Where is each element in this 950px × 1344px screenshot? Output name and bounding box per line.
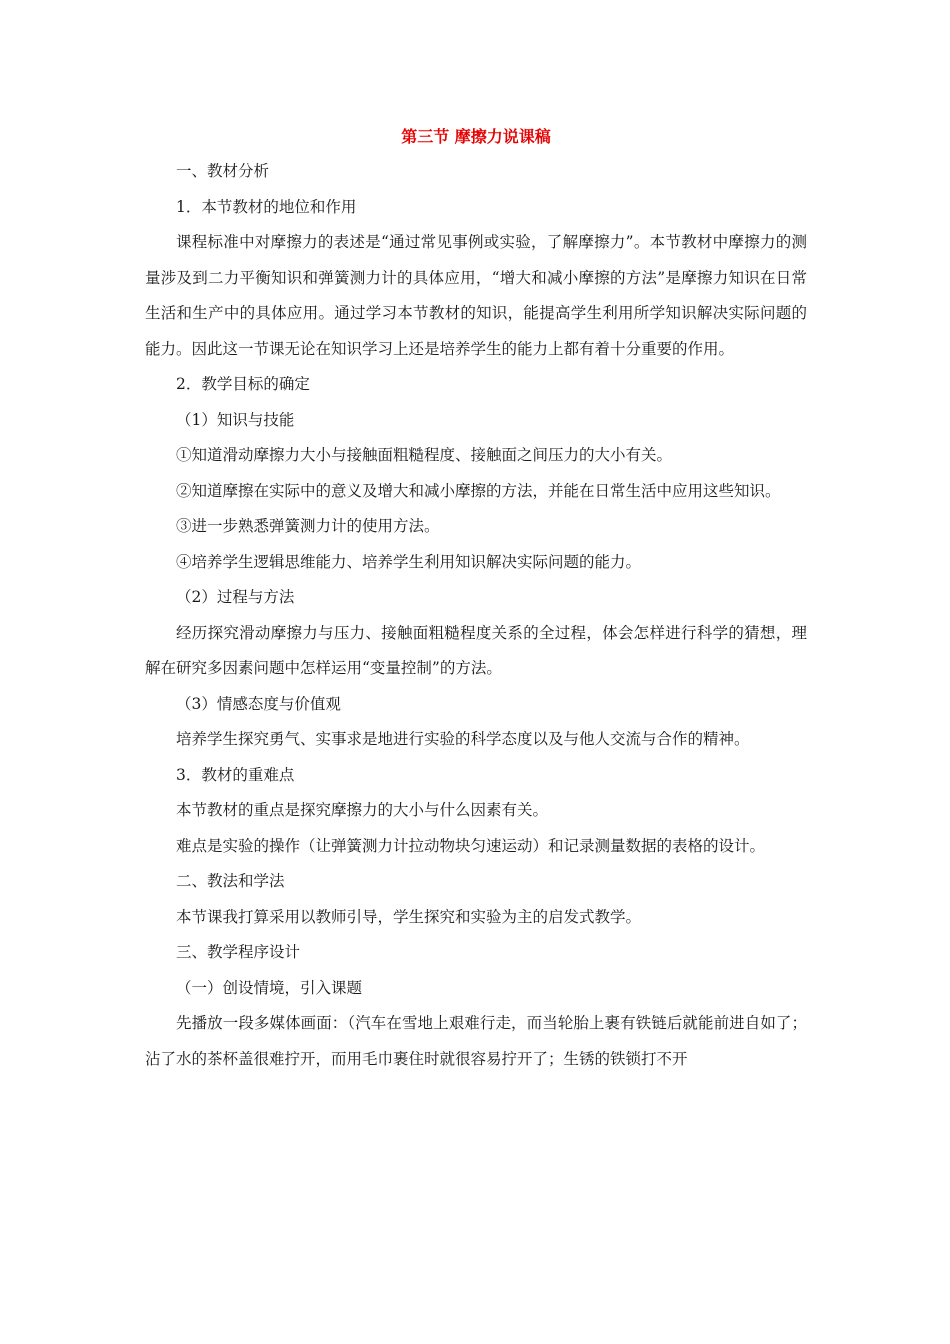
list-item: ③进一步熟悉弹簧测力计的使用方法。 [176,517,440,535]
subsection-heading: 3．教材的重难点 [176,765,295,784]
subsection-heading: （2）过程与方法 [176,588,295,606]
paragraph: 难点是实验的操作（让弹簧测力计拉动物块匀速运动）和记录测量数据的表格的设计。 [176,836,766,855]
document-title: 第三节 摩擦力说课稿 [401,127,551,146]
subsection-heading: （1）知识与技能 [176,410,295,429]
subsection-heading: （3）情感态度与价值观 [176,694,341,713]
paragraph: 本节教材的重点是探究摩擦力的大小与什么因素有关。 [176,801,549,819]
document-body [145,154,807,1077]
list-item: ①知道滑动摩擦力大小与接触面粗糙程度、接触面之间压力的大小有关。 [176,446,673,464]
section-heading: 三、教学程序设计 [176,943,301,961]
paragraph: 先播放一段多媒体画面：（汽车在雪地上艰难行走，而当轮胎上裹有铁链后就能前进自如了；沾了水的茶杯盖很难拧开，而用毛巾裹住时就很容易拧开了；生锈的铁锁打不开 [145,1014,807,1068]
subsection-heading: 1．本节教材的地位和作用 [176,197,357,216]
list-item: ④培养学生逻辑思维能力、培养学生利用知识解决实际问题的能力。 [176,552,642,571]
section-heading: 二、教法和学法 [176,872,285,890]
subsection-heading: 2．教学目标的确定 [176,375,310,393]
section-heading: 一、教材分析 [176,162,270,180]
paragraph: 本节课我打算采用以教师引导，学生探究和实验为主的启发式教学。 [176,907,642,926]
paragraph: 培养学生探究勇气、实事求是地进行实验的科学态度以及与他人交流与合作的精神。 [176,730,750,748]
subsection-heading: （一）创设情境，引入课题 [176,978,363,997]
paragraph: 经历探究滑动摩擦力与压力、接触面粗糙程度关系的全过程，体会怎样进行科学的猜想，理解在研究多因素问题中怎样运用“变量控制”的方法。 [145,623,807,677]
paragraph: 课程标准中对摩擦力的表述是“通过常见事例或实验，了解摩擦力”。本节教材中摩擦力的测量涉及到二力平衡知识和弹簧测力计的具体应用，“增大和减小摩擦的方法”是摩擦力知识在日常生活和生产中的具体应用。通过学习本节教材的知识，能提高学生利用所学知识解决实际问题的能力。因此这一节课无论在知识学习上还是培养学生的能力上都有着十分重要的作用。 [145,233,807,358]
list-item: ②知道摩擦在实际中的意义及增大和减小摩擦的方法，并能在日常生活中应用这些知识。 [176,481,781,500]
